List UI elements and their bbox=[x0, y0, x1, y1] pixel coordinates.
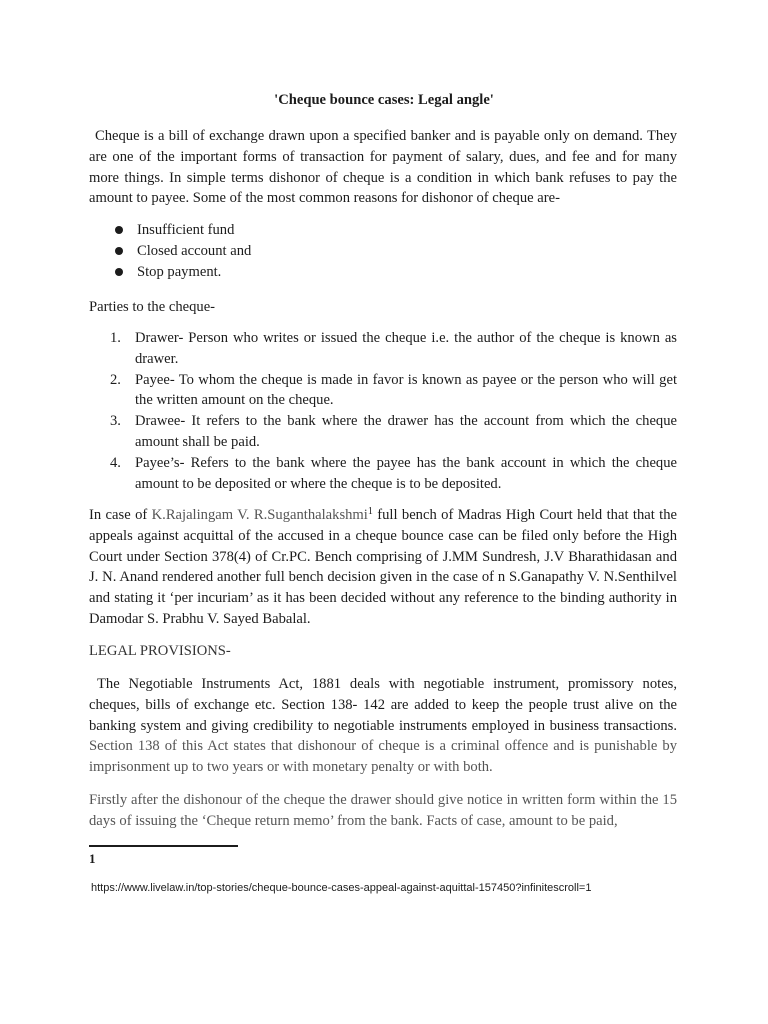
intro-paragraph: Cheque is a bill of exchange drawn upon a specified banker and is payable only on demand. They are one of the important forms of transaction for payment of salary, dues, and fee and for many more things. In simple terms dishonor of cheque is a condition in which bank refuses to pay the amount to payee. Some of the most common reasons for dishonor of cheque are- bbox=[89, 128, 677, 207]
footnote-ref: 1 bbox=[367, 506, 373, 517]
legal-provisions-heading: LEGAL PROVISIONS- bbox=[89, 643, 231, 659]
bullet-icon bbox=[115, 247, 123, 255]
legal-paragraph: The Negotiable Instruments Act, 1881 deals with negotiable instrument, promissory notes, cheques, bills of exchange etc. Section 138- 142 are added to keep the people trust alive on the banking system and giving credibility to negotiable instruments employed in business transactions. Section 138 of this Act states that dishonour of cheque is a criminal offence and is punishable by imprisonment up to two years or with monetary penalty or with both. bbox=[89, 676, 677, 776]
parties-heading: Parties to the cheque- bbox=[89, 299, 216, 315]
list-item: Stop payment. bbox=[89, 262, 677, 283]
footnote-link[interactable]: https://www.livelaw.in/top-stories/cheque-bounce-cases-appeal-against-aquittal-157450?infinitescroll=1 bbox=[91, 882, 592, 894]
list-item: 1. Drawer- Person who writes or issued the cheque i.e. the author of the cheque is known as drawer. bbox=[110, 330, 677, 367]
bullet-icon bbox=[115, 268, 123, 276]
list-item: 3. Drawee- It refers to the bank where the drawer has the account from which the cheque amount shall be paid. bbox=[110, 413, 677, 450]
parties-list bbox=[89, 328, 677, 494]
document-title: 'Cheque bounce cases: Legal angle' bbox=[274, 92, 494, 108]
bullet-icon bbox=[115, 226, 123, 234]
case-paragraph: In case of K.Rajalingam V. R.Suganthalakshmi$^1$ full bench of Madras High Court held that that the appeals against acquittal of the accused in a cheque bounce case can be filed only before the High Court under Section 378(4) of Cr.PC. Bench comprising of J.MM Sundresh, J.V Bharathidasan and J. N. Anand rendered another full bench decision given in the case of n S.Ganapathy V. N.Senthilvel and stating it ‘per incuriam’ as it has been decided without any reference to the binding authority in Damodar S. Prabhu V. Sayed Babalal. bbox=[89, 506, 678, 627]
list-item: 4. Payee’s- Refers to the bank where the payee has the bank account in which the cheque amount to be deposited or where the cheque is to be deposited. bbox=[110, 454, 677, 492]
reasons-list bbox=[89, 220, 677, 282]
list-item: Insufficient fund bbox=[89, 220, 677, 241]
list-item: 2. Payee- To whom the cheque is made in favor is known as payee or the person who will get the written amount on the cheque. bbox=[110, 371, 677, 409]
footnote-divider bbox=[89, 845, 238, 847]
footnote-number: 1 bbox=[89, 851, 96, 866]
notice-paragraph: Firstly after the dishonour of the cheque the drawer should give notice in written form within the 15 days of issuing the ‘Cheque return memo’ from the bank. Facts of case, amount to be paid, bbox=[89, 792, 677, 829]
list-item: Closed account and bbox=[89, 241, 677, 262]
case-name: K.Rajalingam V. R.Suganthalakshmi bbox=[151, 507, 368, 523]
